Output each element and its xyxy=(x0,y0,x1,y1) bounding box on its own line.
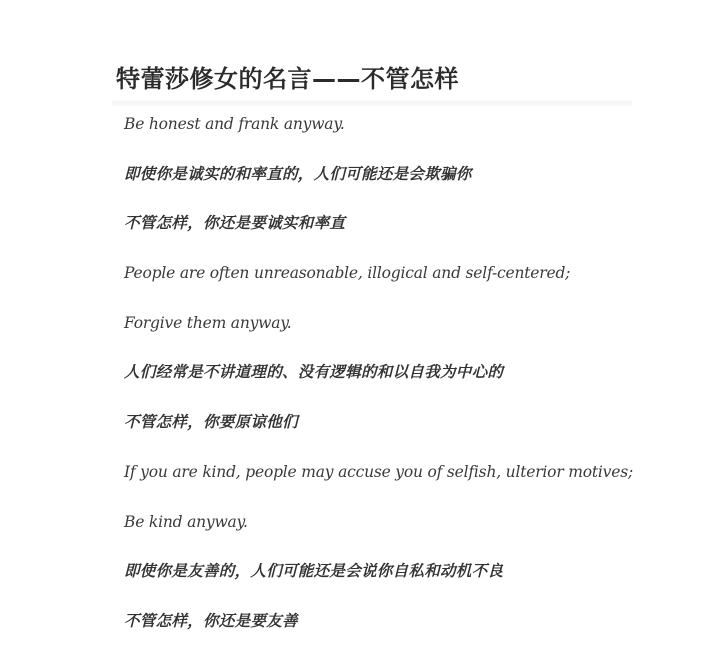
quote-line-5: Forgive them anyway. xyxy=(124,313,292,332)
quote-line-4: People are often unreasonable, illogical and self-centered; xyxy=(124,264,571,283)
quote-line-9: Be kind anyway. xyxy=(124,512,248,531)
quote-lines xyxy=(124,111,684,658)
quote-line-1: Be honest and frank anyway. xyxy=(124,115,345,133)
page-title: 特蕾莎修女的名言——不管怎样 xyxy=(116,65,459,93)
quote-line-10: 即使你是友善的，人们可能还是会说你自私和动机不良 xyxy=(124,562,504,581)
quote-line-8: If you are kind, people may accuse you of selfish, ulterior motives; xyxy=(124,462,633,481)
title-divider xyxy=(112,101,632,106)
quote-line-11: 不管怎样，你还是要友善 xyxy=(124,611,298,630)
quote-line-3: 不管怎样，你还是要诚实和率直 xyxy=(124,214,346,233)
quote-line-2: 即使你是诚实的和率直的，人们可能还是会欺骗你 xyxy=(124,164,472,183)
quote-line-6: 人们经常是不讲道理的、没有逻辑的和以自我为中心的 xyxy=(124,363,504,382)
quote-line-7: 不管怎样，你要原谅他们 xyxy=(124,413,298,432)
